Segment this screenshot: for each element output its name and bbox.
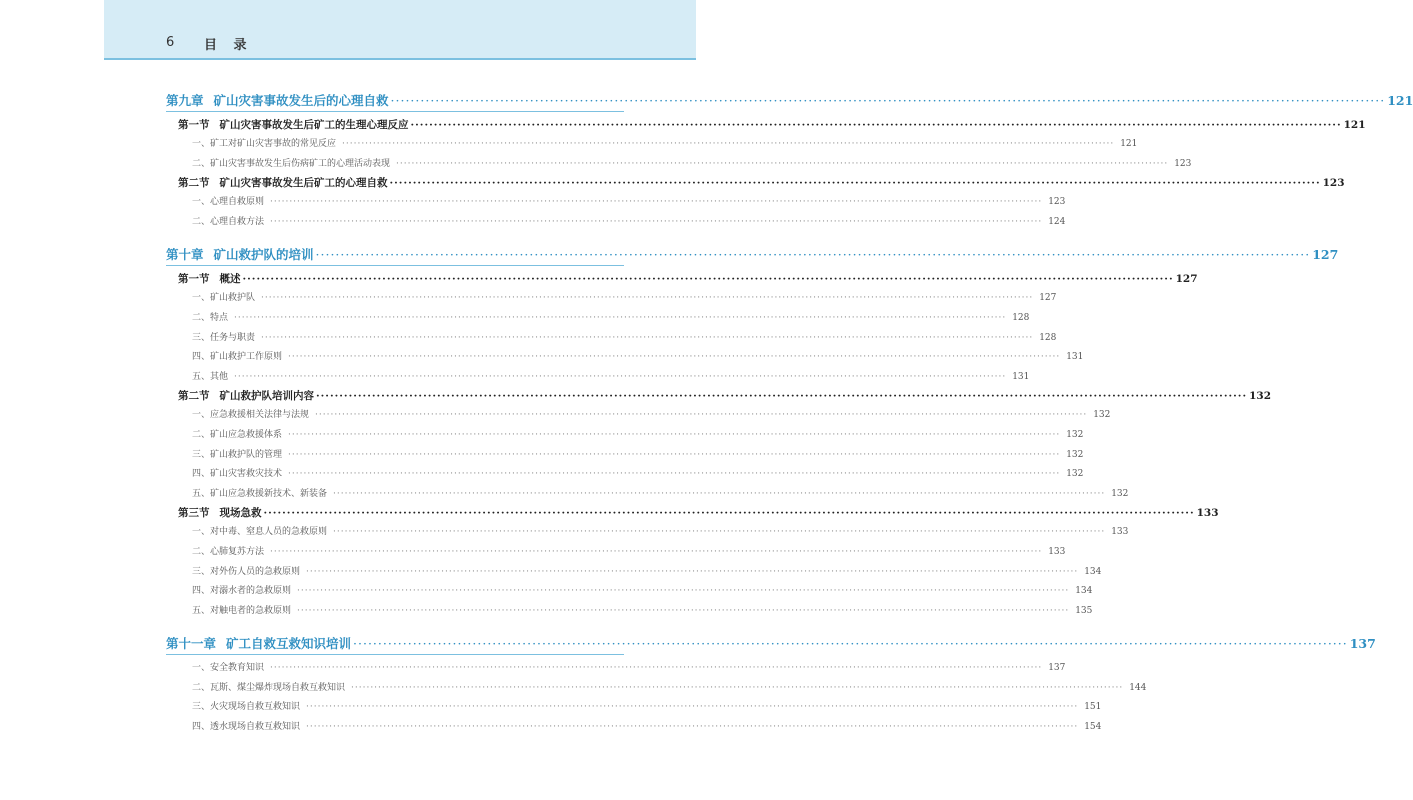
dot-leader: ········································································································································································································ [315, 247, 1311, 263]
dot-leader: ········································································································································································································ [288, 429, 1061, 440]
dot-leader: ········································································································································································································ [306, 722, 1079, 733]
section-label: 第二节 [178, 390, 210, 403]
section-heading [178, 504, 262, 523]
dot-leader: ········································································································································································································ [270, 546, 1043, 557]
toc-item-entry[interactable] [166, 193, 1066, 213]
item-page-number: 135 [1075, 605, 1093, 616]
toc-section-entry[interactable] [166, 270, 1198, 289]
chapter-gap [166, 621, 624, 633]
item-title: 二、瓦斯、煤尘爆炸现场自救互救知识 [192, 682, 346, 693]
item-page-number: 133 [1048, 546, 1066, 557]
dot-leader: ········································································································································································································ [315, 410, 1088, 421]
item-title: 一、对中毒、窒息人员的急救原则 [192, 527, 328, 538]
chapter-heading [166, 244, 314, 266]
section-page-number: 133 [1196, 507, 1219, 520]
item-title: 五、对触电者的急救原则 [192, 605, 292, 616]
item-page-number: 133 [1111, 527, 1129, 538]
section-label: 第一节 [178, 273, 210, 286]
page-number: 6 [166, 35, 175, 50]
dot-leader: ········································································································································································································ [410, 119, 1342, 131]
toc-item-entry[interactable] [166, 718, 1102, 738]
dot-leader: ········································································································································································································ [288, 469, 1061, 480]
item-title: 四、透水现场自救互救知识 [192, 722, 301, 733]
toc-chapter-entry[interactable] [166, 244, 1339, 266]
toc-item-entry[interactable] [166, 485, 1129, 505]
section-page-number: 123 [1322, 177, 1345, 190]
section-heading [178, 270, 241, 289]
toc-section-entry[interactable] [166, 504, 1219, 523]
item-title: 三、任务与职责 [192, 332, 256, 343]
dot-leader: ········································································································································································································ [333, 527, 1106, 538]
dot-leader: ········································································································································································································ [390, 93, 1386, 108]
toc-chapter-entry[interactable] [166, 633, 1376, 655]
dot-leader: ········································································································································································································ [333, 488, 1106, 499]
chapter-label: 第十章 [166, 247, 204, 263]
toc-section-entry[interactable] [166, 174, 1345, 193]
chapter-title: 矿工自救互救知识培训 [226, 636, 352, 652]
chapter-title: 矿山救护队的培训 [213, 247, 314, 263]
toc-item-entry[interactable] [166, 135, 1138, 155]
item-page-number: 132 [1066, 449, 1084, 460]
dot-leader: ········································································································································································································ [396, 158, 1169, 169]
dot-leader: ········································································································································································································ [234, 312, 1007, 323]
section-heading [178, 174, 388, 193]
toc-item-entry[interactable] [166, 523, 1129, 543]
item-title: 四、矿山救护工作原则 [192, 352, 283, 363]
page-header [104, 0, 696, 58]
table-of-contents [166, 90, 1413, 738]
chapter-page-number: 137 [1349, 636, 1376, 652]
item-page-number: 131 [1066, 352, 1084, 363]
item-title: 二、矿山应急救援体系 [192, 429, 283, 440]
item-title: 一、应急救援相关法律与法规 [192, 410, 310, 421]
section-title: 现场急救 [219, 507, 262, 520]
section-page-number: 127 [1175, 273, 1198, 286]
dot-leader: ········································································································································································································ [389, 177, 1321, 190]
item-page-number: 123 [1048, 197, 1066, 208]
item-page-number: 121 [1120, 139, 1138, 149]
dot-leader: ········································································································································································································ [351, 682, 1124, 693]
dot-leader: ········································································································································································································ [270, 197, 1043, 208]
item-page-number: 132 [1093, 410, 1111, 421]
item-page-number: 132 [1111, 488, 1129, 499]
toc-item-entry[interactable] [166, 679, 1147, 699]
dot-leader: ········································································································································································································ [270, 216, 1043, 227]
item-title: 三、对外伤人员的急救原则 [192, 566, 301, 577]
dot-leader: ········································································································································································································ [342, 139, 1115, 149]
toc-item-entry[interactable] [166, 155, 1192, 175]
section-title: 矿山救护队培训内容 [219, 390, 314, 403]
section-page-number: 121 [1343, 119, 1366, 131]
toc-item-entry[interactable] [166, 602, 1093, 622]
header-divider [104, 58, 696, 60]
toc-item-entry[interactable] [166, 368, 1030, 388]
item-page-number: 132 [1066, 429, 1084, 440]
item-title: 五、矿山应急救援新技术、新装备 [192, 488, 328, 499]
item-title: 三、火灾现场自救互救知识 [192, 702, 301, 713]
item-title: 五、其他 [192, 371, 229, 382]
dot-leader: ········································································································································································································ [234, 371, 1007, 382]
dot-leader: ········································································································································································································ [288, 449, 1061, 460]
section-title: 矿山灾害事故发生后矿工的心理自救 [219, 177, 388, 190]
item-page-number: 134 [1084, 566, 1102, 577]
item-page-number: 154 [1084, 722, 1102, 733]
toc-item-entry[interactable] [166, 446, 1084, 466]
item-title: 二、心理自救方法 [192, 216, 265, 227]
toc-chapter-entry[interactable] [166, 90, 1413, 112]
dot-leader: ········································································································································································································ [316, 390, 1248, 403]
section-page-number: 132 [1249, 390, 1272, 403]
item-page-number: 128 [1012, 312, 1030, 323]
toc-item-entry[interactable] [166, 582, 1093, 602]
dot-leader: ········································································································································································································ [306, 702, 1079, 713]
toc-item-entry[interactable] [166, 309, 1030, 329]
section-title: 概述 [219, 273, 241, 286]
section-label: 第二节 [178, 177, 210, 190]
dot-leader: ········································································································································································································ [288, 352, 1061, 363]
item-page-number: 123 [1174, 158, 1192, 169]
dot-leader: ········································································································································································································ [297, 605, 1070, 616]
section-label: 第一节 [178, 119, 210, 131]
item-title: 二、特点 [192, 312, 229, 323]
header-title: 目 录 [204, 38, 253, 53]
chapter-heading [166, 633, 351, 655]
item-title: 一、矿山救护队 [192, 293, 256, 304]
item-title: 三、矿山救护队的管理 [192, 449, 283, 460]
item-title: 一、心理自救原则 [192, 197, 265, 208]
chapter-gap [166, 232, 624, 244]
dot-leader: ········································································································································································································ [263, 507, 1195, 520]
toc-item-entry[interactable] [166, 406, 1111, 426]
item-page-number: 128 [1039, 332, 1057, 343]
item-page-number: 132 [1066, 469, 1084, 480]
toc-item-entry[interactable] [166, 348, 1084, 368]
book-page [104, 0, 1413, 800]
toc-item-entry[interactable] [166, 465, 1084, 485]
section-label: 第三节 [178, 507, 210, 520]
dot-leader: ········································································································································································································ [270, 663, 1043, 674]
item-page-number: 151 [1084, 702, 1102, 713]
item-title: 四、矿山灾害救灾技术 [192, 469, 283, 480]
item-title: 二、矿山灾害事故发生后伤病矿工的心理活动表现 [192, 158, 391, 169]
chapter-heading [166, 90, 389, 112]
item-title: 一、矿工对矿山灾害事故的常见反应 [192, 139, 337, 149]
toc-item-entry[interactable] [166, 563, 1102, 583]
dot-leader: ········································································································································································································ [297, 586, 1070, 597]
item-page-number: 131 [1012, 371, 1030, 382]
chapter-page-number: 121 [1387, 93, 1413, 108]
item-title: 一、安全教育知识 [192, 663, 265, 674]
chapter-page-number: 127 [1312, 247, 1339, 263]
section-heading [178, 387, 314, 406]
item-page-number: 144 [1129, 682, 1147, 693]
dot-leader: ········································································································································································································ [242, 273, 1174, 286]
chapter-label: 第九章 [166, 93, 204, 108]
dot-leader: ········································································································································································································ [353, 636, 1348, 652]
chapter-title: 矿山灾害事故发生后的心理自救 [213, 93, 389, 108]
section-heading [178, 116, 409, 135]
item-title: 二、心肺复苏方法 [192, 546, 265, 557]
toc-section-entry[interactable] [166, 387, 1272, 406]
item-page-number: 124 [1048, 216, 1066, 227]
item-page-number: 127 [1039, 293, 1057, 304]
section-title: 矿山灾害事故发生后矿工的生理心理反应 [219, 119, 409, 131]
dot-leader: ········································································································································································································ [306, 566, 1079, 577]
toc-item-entry[interactable] [166, 213, 1066, 233]
toc-item-entry[interactable] [166, 426, 1084, 446]
toc-section-entry[interactable] [166, 116, 1366, 135]
toc-item-entry[interactable] [166, 289, 1057, 309]
item-page-number: 134 [1075, 586, 1093, 597]
item-page-number: 137 [1048, 663, 1066, 674]
item-title: 四、对溺水者的急救原则 [192, 586, 292, 597]
toc-item-entry[interactable] [166, 698, 1102, 718]
dot-leader: ········································································································································································································ [261, 332, 1034, 343]
toc-item-entry[interactable] [166, 543, 1066, 563]
dot-leader: ········································································································································································································ [261, 293, 1034, 304]
chapter-label: 第十一章 [166, 636, 217, 652]
toc-item-entry[interactable] [166, 329, 1057, 349]
toc-item-entry[interactable] [166, 659, 1066, 679]
